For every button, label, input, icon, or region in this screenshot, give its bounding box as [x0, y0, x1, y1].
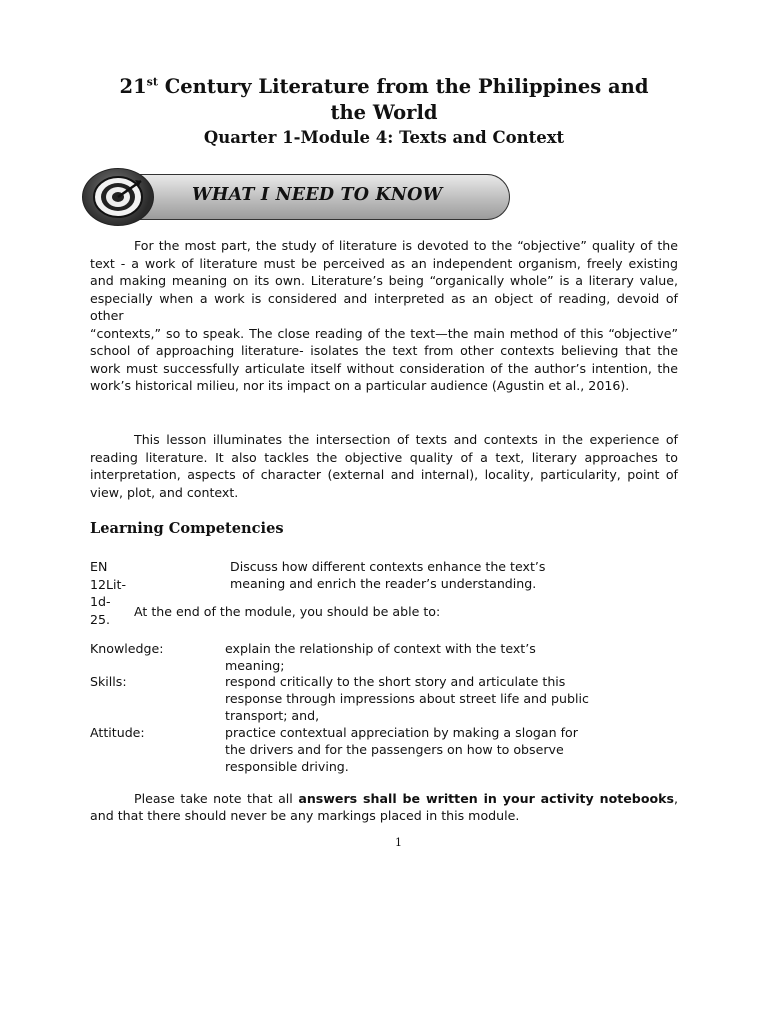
intro-paragraph-part2: “contexts,” so to speak. The close reading of the text—the main method of this “objective” school of approaching literature- isolates the text from other contexts believing that the work must successfully articulate itself without consideration of the author’s intention, the work’s historical milieu, nor its impact on a particular audience (Agustin et al., 2016).	[90, 325, 678, 393]
module-subtitle: Quarter 1-Module 4: Texts and Context	[203, 128, 565, 147]
note-emphasis: answers shall be written in your activity notebooks	[298, 791, 674, 806]
competencies-heading: Learning Competencies	[90, 520, 284, 537]
section-banner	[82, 168, 510, 226]
intro-paragraph-part1: For the most part, the study of literature is devoted to the “objective” quality of the text - a work of literature must be perceived as an independent organism, freely existing and making meaning on its own. Literature’s being “organically whole” is a literary value, especially when a work is considered and interpreted as an object of reading, devoid of other	[90, 238, 678, 323]
objectives-intro: At the end of the module, you should be able to:	[134, 604, 441, 619]
banner-label: WHAT I NEED TO KNOW	[192, 185, 443, 205]
intro-paragraph	[90, 237, 678, 395]
document-page: 21st Century Literature from the Philippines and the World Quarter 1-Module 4: Texts and Context WHAT I NEED TO KNOW For the most part, the study of literature is devoted to the “objective” quality of the text - a work of literature must be perceived as an independent organism, freely existing and making meaning on its own. Literature’s being “organically whole” is a literary value, especially when a work is considered and interpreted as an object of reading, devoid of other “contexts,” so to speak. The close reading of the text—the main method of this “objective” school of approaching literature- isolates the text from other contexts believing that the work must successfully articulate itself without consideration of the author’s intention, the work’s historical milieu, nor its impact on a particular audience (Agustin et al., 2016). This lesson illuminates the intersection of texts and contexts in the experience of reading literature. It also tackles the objective quality of a text, literary approaches to interpretation, aspects of character (external and internal), locality, particularity, point of view, plot, and context. Learning Competencies EN 12Lit-1d-25. Discuss how different contexts enhance the text’s meaning and enrich the reader’s understanding. At the end of the module, you should be able to: Knowledge: explain the relationship of context with the text’s meaning; Skills: respond critically to the short story and articulate this response through impressions about street life and public transport; and, Attitude: practice contextual appreciation by making a slogan for the drivers and for the passengers on how to observe responsible driving. Please take note that all answers shall be written in your activity notebooks, and that there should never be any markings placed in this module. 1	[0, 0, 768, 1024]
target-icon	[82, 168, 154, 226]
note-paragraph: Please take note that all answers shall be written in your activity notebooks, and that there should never be any markings placed in this module.	[90, 791, 679, 823]
page-number: 1	[395, 836, 402, 849]
document-title: 21st Century Literature from the Philippines and the World	[119, 75, 649, 124]
lesson-paragraph: This lesson illuminates the intersection of texts and contexts in the experience of reading literature. It also tackles the objective quality of a text, literary approaches to interpretation, aspects of character (external and internal), locality, particularity, point of view, plot, and context.	[90, 432, 678, 500]
competency-code: EN 12Lit-1d-25.	[90, 559, 127, 627]
